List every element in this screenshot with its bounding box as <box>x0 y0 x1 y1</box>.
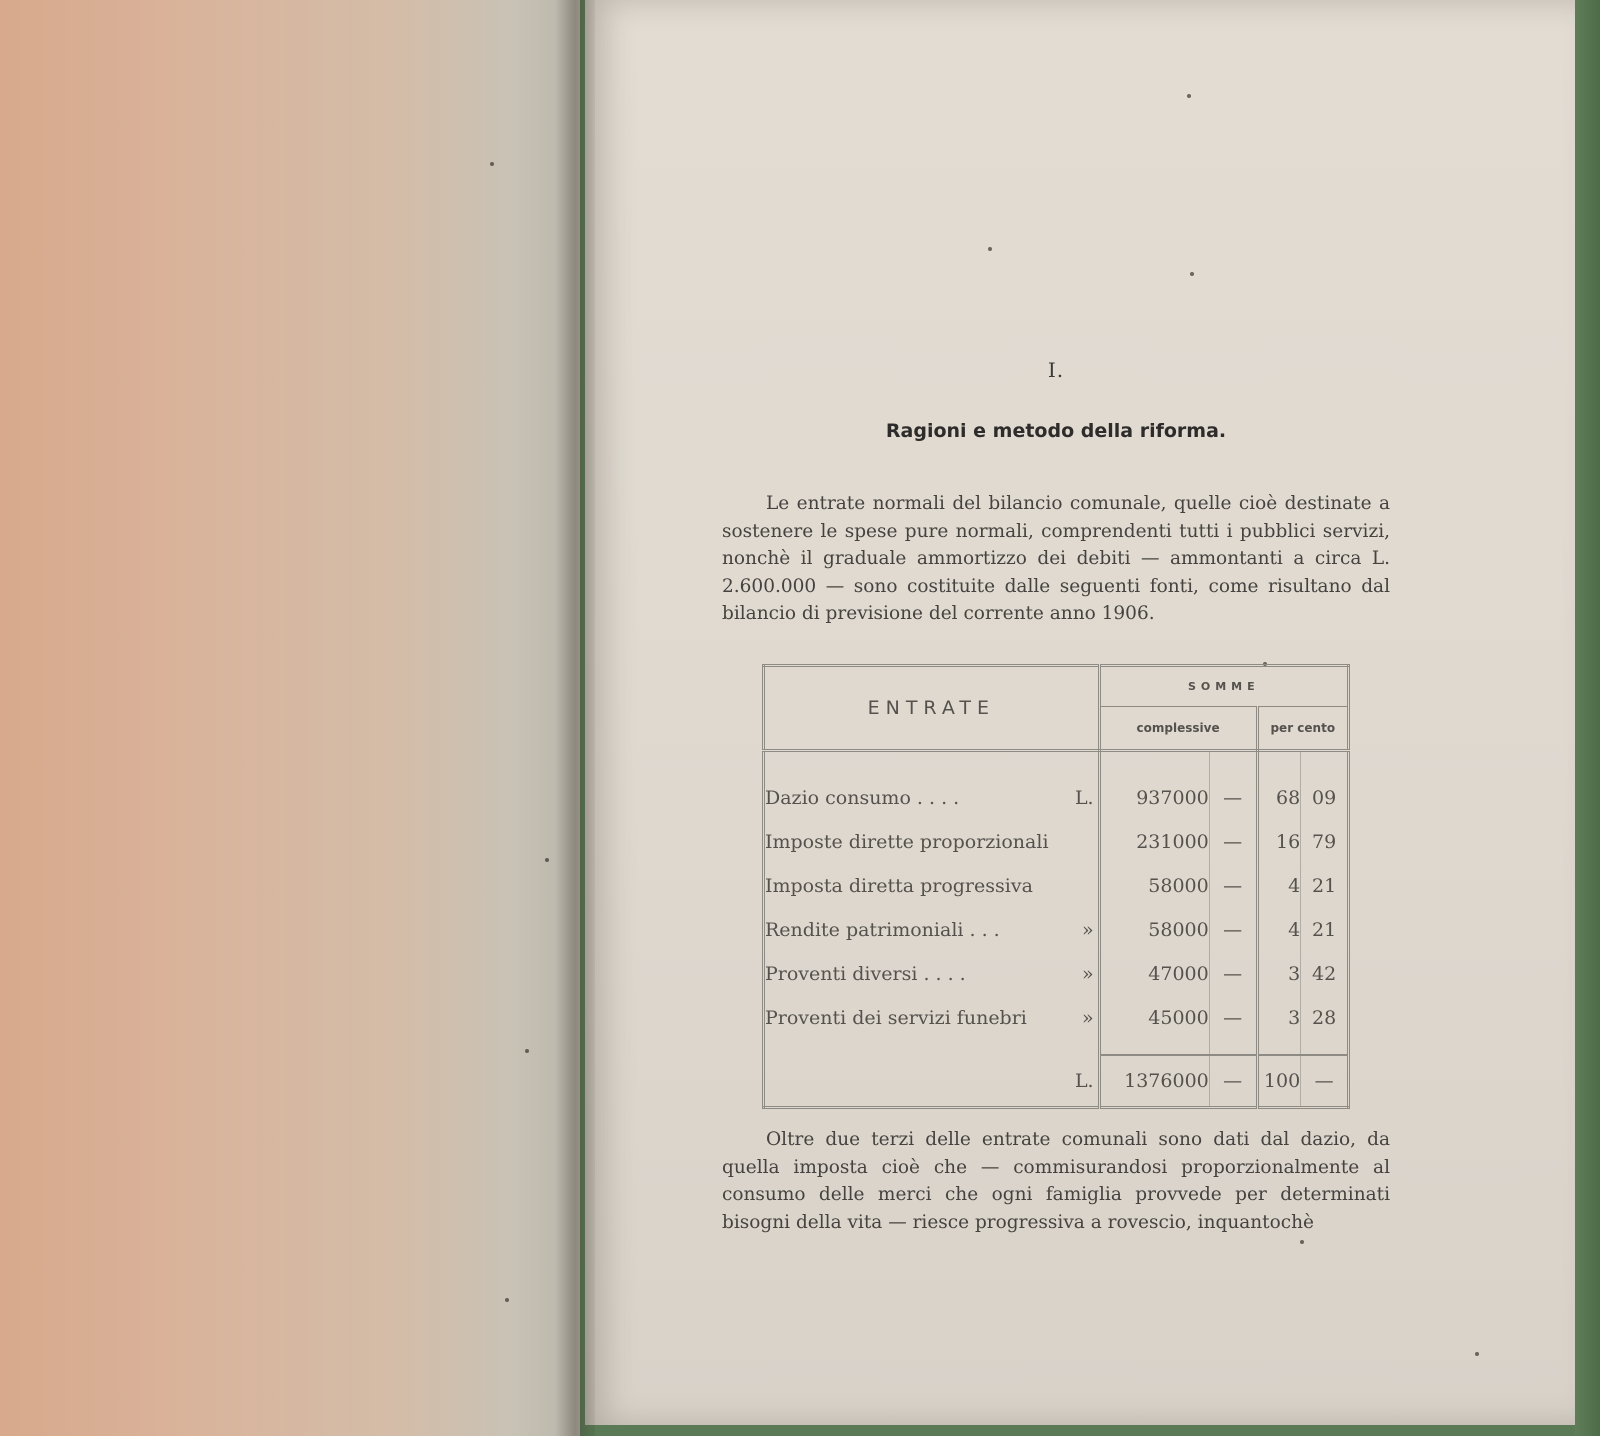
chapter-heading: Ragioni e metodo della riforma. <box>885 420 1227 442</box>
green-cover-edge <box>1575 0 1600 1436</box>
row-cents: — <box>1209 952 1257 996</box>
paragraph-dazio-text: Oltre due terzi delle entrate comunali sono dati dal dazio, da quella imposta cioè che — commisurandosi proporzionalmente al consumo delle merci che ogni famiglia provvede per determinati bisogni della vita — riesce progressiva a rovescio, inquantochè <box>722 1129 1390 1233</box>
table-row <box>764 996 1349 1040</box>
row-amount: 231000 <box>1099 820 1209 864</box>
header-complessive: complessive <box>1099 707 1257 751</box>
foxing-speck <box>545 858 549 862</box>
total-cents: — <box>1209 1055 1257 1108</box>
row-cents: — <box>1209 996 1257 1040</box>
foxing-speck <box>525 1049 529 1053</box>
row-label: Rendite patrimoniali . . . » <box>764 908 1100 952</box>
row-amount: 58000 <box>1099 908 1209 952</box>
row-percent-dec: 42 <box>1312 963 1337 985</box>
table-row <box>764 908 1349 952</box>
row-label: Proventi dei servizi funebri » <box>764 996 1100 1040</box>
header-entrate: ENTRATE <box>764 666 1100 751</box>
row-cents: — <box>1209 820 1257 864</box>
chapter-number: I. <box>1047 358 1065 382</box>
row-percent-int: 4 <box>1257 864 1301 908</box>
row-cents: — <box>1209 864 1257 908</box>
row-percent-int: 16 <box>1257 820 1301 864</box>
row-percent-dec: 79 <box>1312 831 1337 853</box>
row-percent-int: 68 <box>1257 751 1301 821</box>
row-label: Proventi diversi . . . . » <box>764 952 1100 996</box>
total-label: L. <box>764 1055 1100 1108</box>
table-row <box>764 820 1349 864</box>
table-row <box>764 864 1349 908</box>
row-cents: — <box>1209 908 1257 952</box>
foxing-speck <box>1190 272 1194 276</box>
row-amount: 45000 <box>1099 996 1209 1040</box>
row-percent-dec: 09 <box>1312 787 1337 809</box>
table-row <box>764 751 1349 821</box>
total-percent-dec: — <box>1301 1055 1349 1108</box>
foxing-speck <box>1187 94 1191 98</box>
foxing-speck <box>490 162 494 166</box>
page-content <box>722 350 1390 628</box>
table-total-row <box>764 1055 1349 1108</box>
foxing-speck <box>505 1298 509 1302</box>
foxing-speck <box>1475 1352 1479 1356</box>
left-page <box>0 0 580 1436</box>
row-label: Dazio consumo . . . . L. <box>764 751 1100 821</box>
row-percent-int: 3 <box>1257 996 1301 1040</box>
book-gutter <box>555 0 595 1436</box>
revenue-table <box>762 664 1350 1109</box>
total-amount: 1376000 <box>1099 1055 1209 1108</box>
row-percent-dec: 28 <box>1312 1007 1337 1029</box>
header-somme: SOMME <box>1099 666 1348 707</box>
paragraph-dazio <box>722 1126 1390 1236</box>
header-per-cento: per cento <box>1257 707 1348 751</box>
row-percent-dec: 21 <box>1312 875 1337 897</box>
row-percent-int: 3 <box>1257 952 1301 996</box>
table-row <box>764 952 1349 996</box>
foxing-speck <box>1300 1240 1304 1244</box>
row-label: Imposte dirette proporzionali <box>764 820 1100 864</box>
row-percent-int: 4 <box>1257 908 1301 952</box>
row-label: Imposta diretta progressiva <box>764 864 1100 908</box>
row-percent-dec: 21 <box>1312 919 1337 941</box>
foxing-speck <box>988 247 992 251</box>
row-amount: 937000 <box>1099 751 1209 821</box>
table-spacer <box>764 1040 1349 1055</box>
paragraph-intro <box>722 490 1390 628</box>
row-cents: — <box>1209 751 1257 821</box>
row-amount: 58000 <box>1099 864 1209 908</box>
total-percent-int: 100 <box>1257 1055 1301 1108</box>
paragraph-intro-text: Le entrate normali del bilancio comunale, quelle cioè destinate a sostenere le spese pure normali, comprendenti tutti i pubblici servizi, nonchè il graduale ammortizzo dei debiti — ammontanti a circa L. 2.600.000 — sono costituite dalle seguenti fonti, come risultano dal bilancio di previsione del corrente anno 1906. <box>722 493 1390 624</box>
row-amount: 47000 <box>1099 952 1209 996</box>
